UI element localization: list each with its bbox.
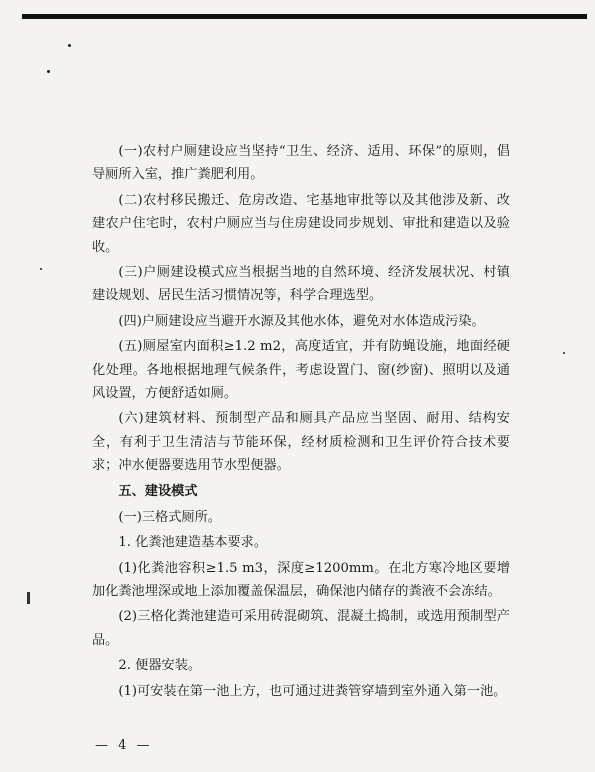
paragraph: (三)户厕建设模式应当根据当地的自然环境、经济发展状况、村镇建设规划、居民生活习惯情况等，科学合理选型。 — [92, 265, 510, 304]
paragraph: (四)户厕建设应当避开水源及其他水体，避免对水体造成污染。 — [118, 313, 485, 329]
paragraph: 2. 便器安装。 — [118, 658, 202, 674]
paragraph: (六)建筑材料、预制型产品和厕具产品应当坚固、耐用、结构安全，有利于卫生清洁与节能环保，经材质检测和卫生评价符合技术要求；冲水便器要选用节水型便器。 — [92, 411, 510, 474]
scan-speck — [563, 352, 565, 354]
paragraph: (2)三格化粪池建造可采用砖混砌筑、混凝土捣制，或选用预制型产品。 — [92, 609, 510, 648]
scan-speck — [40, 268, 42, 270]
paragraph: (一)农村户厕建设应当坚持“卫生、经济、适用、环保”的原则，倡导厕所入室，推广粪肥利用。 — [92, 144, 510, 183]
scan-speck — [68, 44, 71, 47]
top-border-rule — [22, 14, 587, 19]
scan-edge-mark — [27, 592, 30, 604]
paragraph: (一)三格式厕所。 — [118, 509, 221, 525]
page-number: — 4 — — [95, 738, 153, 753]
document-body — [92, 140, 510, 705]
paragraph: (1)化粪池容积≥1.5 m3，深度≥1200mm。在北方寒冷地区要增加化粪池埋深或地上添加覆盖保温层，确保池内储存的粪液不会冻结。 — [92, 560, 510, 599]
section-heading: 五、建设模式 — [118, 483, 198, 499]
scan-speck — [47, 70, 50, 73]
paragraph: 1. 化粪池建造基本要求。 — [118, 535, 268, 551]
paragraph: (二)农村移民搬迁、危房改造、宅基地审批等以及其他涉及新、改建农户住宅时，农村户厕应当与住房建设同步规划、审批和建造以及验收。 — [92, 192, 510, 255]
paragraph: (五)厕屋室内面积≥1.2 m2，高度适宜，并有防蝇设施，地面经硬化处理。各地根据地理气候条件，考虑设置门、窗(纱窗)、照明以及通风设置，方便舒适如厕。 — [92, 339, 510, 402]
paragraph: (1)可安装在第一池上方，也可通过进粪管穿墙到室外通入第一池。 — [118, 683, 507, 699]
